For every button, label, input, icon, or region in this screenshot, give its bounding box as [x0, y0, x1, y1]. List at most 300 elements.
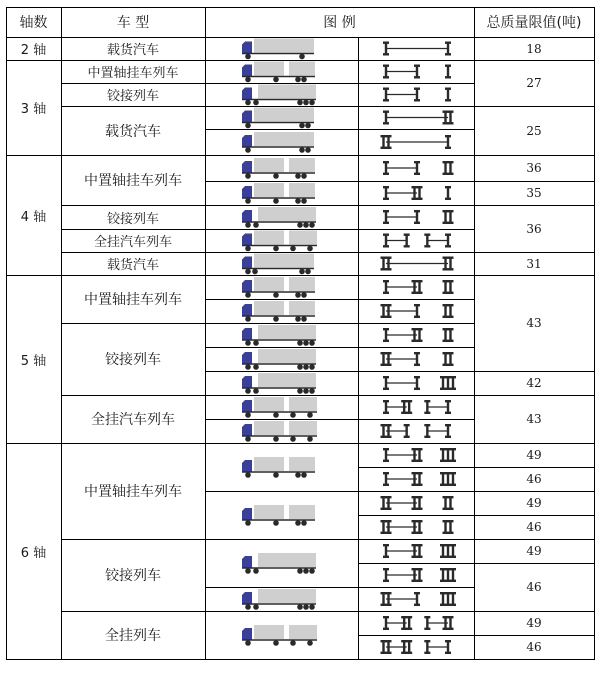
- wheel: [245, 246, 251, 252]
- truck-cab: [242, 135, 252, 147]
- cargo-box: [254, 108, 314, 122]
- axle-mark: [408, 617, 410, 629]
- wheel-mark: [386, 364, 392, 366]
- axle-mark: [444, 353, 446, 365]
- wheel-mark: [414, 592, 420, 594]
- wheel-mark: [417, 496, 423, 498]
- wheel-mark: [383, 472, 389, 474]
- cargo-box: [289, 301, 315, 315]
- wheel-mark: [448, 161, 454, 163]
- wheel: [273, 173, 279, 179]
- wheel: [307, 436, 313, 442]
- wheel-mark: [414, 352, 420, 354]
- truck-cab: [242, 460, 252, 472]
- wheel: [245, 568, 251, 574]
- mass-limit-value: 36: [526, 161, 542, 175]
- wheel-mark: [417, 472, 423, 474]
- axle-mark: [452, 545, 454, 557]
- axle-mark: [418, 473, 420, 485]
- axle-mark: [413, 521, 415, 533]
- wheel: [307, 246, 313, 252]
- axle-mark: [447, 136, 449, 148]
- vehicle-type-label: 中置轴挂车列车: [84, 484, 182, 500]
- wheel-mark: [383, 628, 389, 630]
- wheel: [303, 100, 309, 106]
- wheel-mark: [404, 424, 410, 426]
- wheel-mark: [383, 53, 389, 55]
- wheel-mark: [417, 568, 423, 570]
- wheel: [299, 54, 305, 60]
- header-vehicle-type: 车 型: [116, 15, 150, 31]
- wheel: [245, 222, 251, 228]
- wheel-mark: [383, 544, 389, 546]
- wheel: [245, 316, 251, 322]
- wheel: [273, 472, 279, 478]
- cargo-box: [289, 421, 317, 435]
- wheel-mark: [383, 173, 389, 175]
- wheel-mark: [383, 280, 389, 282]
- axle-mark: [444, 617, 446, 629]
- axle-mark: [449, 112, 451, 124]
- wheel-mark: [386, 304, 392, 306]
- axle-mark: [416, 162, 418, 174]
- wheel-mark: [445, 65, 451, 67]
- axle-mark: [447, 187, 449, 199]
- axle-mark: [416, 211, 418, 223]
- axle-diagram: [383, 161, 454, 175]
- axle-mark: [444, 497, 446, 509]
- wheel-mark: [414, 161, 420, 163]
- wheel: [303, 604, 309, 610]
- wheel-mark: [448, 316, 454, 318]
- truck-cab: [242, 352, 252, 364]
- axle-mark: [418, 187, 420, 199]
- wheel-mark: [383, 88, 389, 90]
- wheel-mark: [406, 640, 412, 642]
- wheel: [245, 436, 251, 442]
- wheel-mark: [414, 76, 420, 78]
- truck-illustration-full: [242, 397, 317, 418]
- axle-mark: [413, 569, 415, 581]
- truck-illustration-articulated: [242, 325, 316, 346]
- wheel-mark: [383, 448, 389, 450]
- wheel: [253, 222, 259, 228]
- wheel-mark: [417, 448, 423, 450]
- wheel: [245, 77, 251, 83]
- wheel: [290, 246, 296, 252]
- wheel-mark: [406, 412, 412, 414]
- axle-mark: [447, 569, 449, 581]
- wheel-mark: [383, 161, 389, 163]
- wheel: [273, 316, 279, 322]
- wheel: [303, 364, 309, 370]
- truck-cab: [242, 42, 252, 54]
- truck-illustration-articulated: [242, 589, 316, 610]
- wheel-mark: [406, 616, 412, 618]
- wheel: [301, 77, 307, 83]
- axle-mark: [447, 66, 449, 78]
- wheel: [295, 472, 301, 478]
- wheel-mark: [424, 616, 430, 618]
- axle-mark: [442, 593, 444, 605]
- wheel-mark: [383, 328, 389, 330]
- wheel-mark: [386, 520, 392, 522]
- wheel-mark: [386, 532, 392, 534]
- wheel: [290, 412, 296, 418]
- wheel: [295, 173, 301, 179]
- wheel-mark: [445, 640, 451, 642]
- wheel: [299, 269, 305, 275]
- axle-diagram: [383, 234, 451, 248]
- wheel-mark: [445, 436, 451, 438]
- wheel-mark: [406, 628, 412, 630]
- wheel-mark: [424, 424, 430, 426]
- wheel-mark: [448, 257, 454, 259]
- axle-diagram: [383, 42, 451, 56]
- axle-mark: [405, 235, 407, 247]
- axle-mark: [447, 425, 449, 437]
- wheel-mark: [386, 268, 392, 270]
- axle-diagram: [381, 496, 454, 510]
- wheel-mark: [386, 316, 392, 318]
- wheel-mark: [445, 424, 451, 426]
- axle-mark: [442, 449, 444, 461]
- wheel-mark: [386, 640, 392, 642]
- wheel-mark: [450, 556, 456, 558]
- truck-illustration-center-axle: [242, 505, 315, 526]
- wheel-mark: [386, 147, 392, 149]
- truck-cab: [242, 210, 252, 222]
- axle-mark: [413, 449, 415, 461]
- cargo-box: [254, 397, 284, 411]
- wheel-mark: [406, 400, 412, 402]
- vehicle-type-label: 铰接列车: [106, 89, 159, 104]
- wheel: [253, 364, 259, 370]
- axle-mark: [447, 473, 449, 485]
- wheel-mark: [445, 400, 451, 402]
- wheel-mark: [414, 99, 420, 101]
- axle-mark: [418, 497, 420, 509]
- mass-limit-value: 46: [526, 520, 542, 534]
- wheel: [297, 604, 303, 610]
- mass-limit-value: 31: [526, 256, 542, 271]
- axle-diagram: [383, 210, 454, 224]
- wheel-mark: [424, 400, 430, 402]
- axle-mark: [403, 641, 405, 653]
- axle-diagram: [381, 640, 452, 654]
- axle-diagram: [381, 257, 454, 271]
- wheel-mark: [383, 210, 389, 212]
- wheel: [301, 520, 307, 526]
- wheel: [253, 604, 259, 610]
- axle-mark: [452, 569, 454, 581]
- wheel: [307, 640, 313, 646]
- wheel: [295, 292, 301, 298]
- wheel-mark: [448, 122, 454, 124]
- cargo-box: [289, 183, 315, 197]
- wheel-mark: [424, 436, 430, 438]
- wheel-mark: [383, 245, 389, 247]
- axle-mark: [444, 305, 446, 317]
- wheel: [245, 472, 251, 478]
- wheel: [245, 520, 251, 526]
- wheel: [245, 412, 251, 418]
- wheel: [273, 412, 279, 418]
- wheel: [273, 640, 279, 646]
- truck-illustration-full: [242, 231, 317, 252]
- wheel-mark: [450, 460, 456, 462]
- cargo-box: [254, 254, 314, 268]
- wheel-mark: [414, 376, 420, 378]
- truck-cab: [242, 556, 252, 568]
- wheel: [253, 388, 259, 394]
- wheel: [245, 147, 251, 153]
- axle-mark: [403, 617, 405, 629]
- wheel: [245, 340, 251, 346]
- truck-illustration-articulated: [242, 85, 316, 106]
- axle-mark: [418, 569, 420, 581]
- header-axles: 轴数: [19, 15, 48, 31]
- wheel-mark: [383, 376, 389, 378]
- axle-mark: [416, 89, 418, 101]
- axle-mark: [449, 281, 451, 293]
- wheel-mark: [448, 340, 454, 342]
- wheel: [297, 388, 303, 394]
- wheel: [297, 340, 303, 346]
- wheel: [303, 340, 309, 346]
- wheel: [309, 388, 315, 394]
- axle-mark: [449, 258, 451, 270]
- wheel-mark: [383, 484, 389, 486]
- cargo-box: [289, 231, 317, 245]
- wheel-mark: [414, 222, 420, 224]
- wheel-mark: [386, 424, 392, 426]
- wheel-mark: [383, 65, 389, 67]
- wheel: [305, 269, 311, 275]
- wheel-mark: [445, 53, 451, 55]
- axle-mark: [413, 187, 415, 199]
- vehicle-type-label: 中置轴挂车列车: [84, 173, 182, 189]
- axle-diagram: [383, 472, 456, 486]
- axle-mark: [452, 449, 454, 461]
- wheel-mark: [417, 508, 423, 510]
- wheel: [295, 316, 301, 322]
- wheel-mark: [414, 65, 420, 67]
- truck-illustration-center-axle: [242, 62, 315, 83]
- wheel-mark: [448, 628, 454, 630]
- axle-mark: [403, 401, 405, 413]
- wheel: [303, 568, 309, 574]
- truck-illustration-rigid: [242, 132, 314, 153]
- wheel: [252, 269, 258, 275]
- axle-diagram: [383, 544, 456, 558]
- axle-mark: [416, 377, 418, 389]
- axle-mark: [382, 425, 384, 437]
- wheel: [253, 568, 259, 574]
- mass-limit-value: 49: [526, 496, 542, 510]
- mass-limit-value: 43: [526, 412, 542, 426]
- cargo-box: [258, 85, 316, 99]
- wheel: [290, 640, 296, 646]
- axle-mark: [382, 593, 384, 605]
- mass-limit-value: 25: [526, 123, 542, 138]
- axle-mark: [408, 401, 410, 413]
- truck-cab: [242, 424, 252, 436]
- cargo-box: [258, 349, 316, 363]
- axle-mark: [382, 258, 384, 270]
- wheel: [273, 246, 279, 252]
- wheel: [303, 388, 309, 394]
- wheel: [299, 123, 305, 129]
- wheel: [245, 388, 251, 394]
- axle-mark: [413, 497, 415, 509]
- truck-cab: [242, 234, 252, 246]
- axle-diagram: [383, 280, 454, 294]
- vehicle-type-label: 载货汽车: [106, 43, 159, 58]
- axle-mark: [447, 545, 449, 557]
- axle-mark: [418, 545, 420, 557]
- wheel-mark: [417, 460, 423, 462]
- vehicle-type-label: 全挂汽车列车: [93, 235, 172, 250]
- wheel: [309, 340, 315, 346]
- axle-mark: [416, 305, 418, 317]
- cargo-box: [289, 397, 317, 411]
- axle-mark: [449, 521, 451, 533]
- truck-cab: [242, 304, 252, 316]
- axle-diagram: [381, 352, 454, 366]
- truck-cab: [242, 257, 252, 269]
- cargo-box: [254, 158, 284, 172]
- axle-mark: [382, 521, 384, 533]
- wheel-mark: [383, 460, 389, 462]
- axle-mark: [449, 353, 451, 365]
- wheel: [253, 100, 259, 106]
- wheel-mark: [414, 388, 420, 390]
- vehicle-type-label: 铰接列车: [105, 568, 161, 584]
- wheel: [245, 604, 251, 610]
- axle-diagram: [381, 592, 457, 606]
- cargo-box: [254, 231, 284, 245]
- axle-diagram: [383, 568, 456, 582]
- wheel: [273, 436, 279, 442]
- axle-mark: [447, 449, 449, 461]
- axle-mark: [449, 617, 451, 629]
- cargo-box: [254, 505, 284, 519]
- axle-mark: [447, 43, 449, 55]
- axle-mark: [444, 162, 446, 174]
- wheel: [309, 222, 315, 228]
- axle-diagram: [381, 135, 452, 149]
- wheel-mark: [448, 210, 454, 212]
- axle-mark: [382, 136, 384, 148]
- wheel-mark: [448, 532, 454, 534]
- truck-cab: [242, 88, 252, 100]
- truck-cab: [242, 186, 252, 198]
- cargo-box: [254, 625, 284, 639]
- axle-mark: [447, 641, 449, 653]
- wheel-mark: [383, 76, 389, 78]
- wheel-mark: [417, 580, 423, 582]
- axle-mark: [382, 305, 384, 317]
- wheel-mark: [414, 364, 420, 366]
- wheel-mark: [386, 652, 392, 654]
- wheel-mark: [386, 135, 392, 137]
- wheel: [245, 640, 251, 646]
- axle-mark: [442, 377, 444, 389]
- cargo-box: [254, 132, 314, 146]
- wheel: [295, 198, 301, 204]
- wheel-mark: [450, 388, 456, 390]
- wheel: [273, 292, 279, 298]
- wheel-mark: [383, 388, 389, 390]
- axle-mark: [449, 162, 451, 174]
- wheel-mark: [417, 198, 423, 200]
- header-mass-limit: 总质量限值(吨): [486, 15, 582, 31]
- wheel-mark: [450, 544, 456, 546]
- axle-diagram: [381, 520, 454, 534]
- axle-mark: [382, 353, 384, 365]
- truck-cab: [242, 161, 252, 173]
- wheel-mark: [445, 245, 451, 247]
- truck-cab: [242, 328, 252, 340]
- wheel: [297, 222, 303, 228]
- wheel-mark: [417, 556, 423, 558]
- wheel-mark: [424, 640, 430, 642]
- axle-mark: [452, 593, 454, 605]
- cargo-box: [289, 277, 315, 291]
- wheel: [273, 520, 279, 526]
- wheel: [245, 123, 251, 129]
- wheel-mark: [448, 520, 454, 522]
- cargo-box: [289, 625, 317, 639]
- cargo-box: [289, 62, 315, 76]
- cargo-box: [254, 183, 284, 197]
- axle-mark: [444, 112, 446, 124]
- wheel-mark: [383, 580, 389, 582]
- vehicle-type-label: 全挂汽车列车: [91, 412, 175, 428]
- wheel-mark: [383, 99, 389, 101]
- axle-diagram: [383, 448, 456, 462]
- wheel-mark: [386, 592, 392, 594]
- wheel-mark: [448, 352, 454, 354]
- wheel-mark: [386, 508, 392, 510]
- wheel: [301, 472, 307, 478]
- wheel: [245, 100, 251, 106]
- axle-mark: [449, 497, 451, 509]
- axle-count-label: 2 轴: [20, 43, 47, 58]
- wheel: [245, 292, 251, 298]
- wheel-mark: [383, 400, 389, 402]
- axle-mark: [418, 329, 420, 341]
- cargo-box: [289, 505, 315, 519]
- axle-mark: [447, 235, 449, 247]
- truck-cab: [242, 376, 252, 388]
- wheel: [245, 364, 251, 370]
- axle-count-label: 6 轴: [20, 545, 47, 561]
- axle-mark: [452, 473, 454, 485]
- wheel: [309, 568, 315, 574]
- vehicle-type-label: 铰接列车: [106, 211, 159, 227]
- truck-cab: [242, 628, 252, 640]
- wheel-mark: [417, 484, 423, 486]
- wheel-mark: [383, 556, 389, 558]
- wheel-mark: [445, 186, 451, 188]
- wheel-mark: [448, 280, 454, 282]
- wheel-mark: [450, 472, 456, 474]
- truck-cab: [242, 280, 252, 292]
- axle-mark: [449, 305, 451, 317]
- vehicle-type-label: 中置轴挂车列车: [87, 66, 179, 81]
